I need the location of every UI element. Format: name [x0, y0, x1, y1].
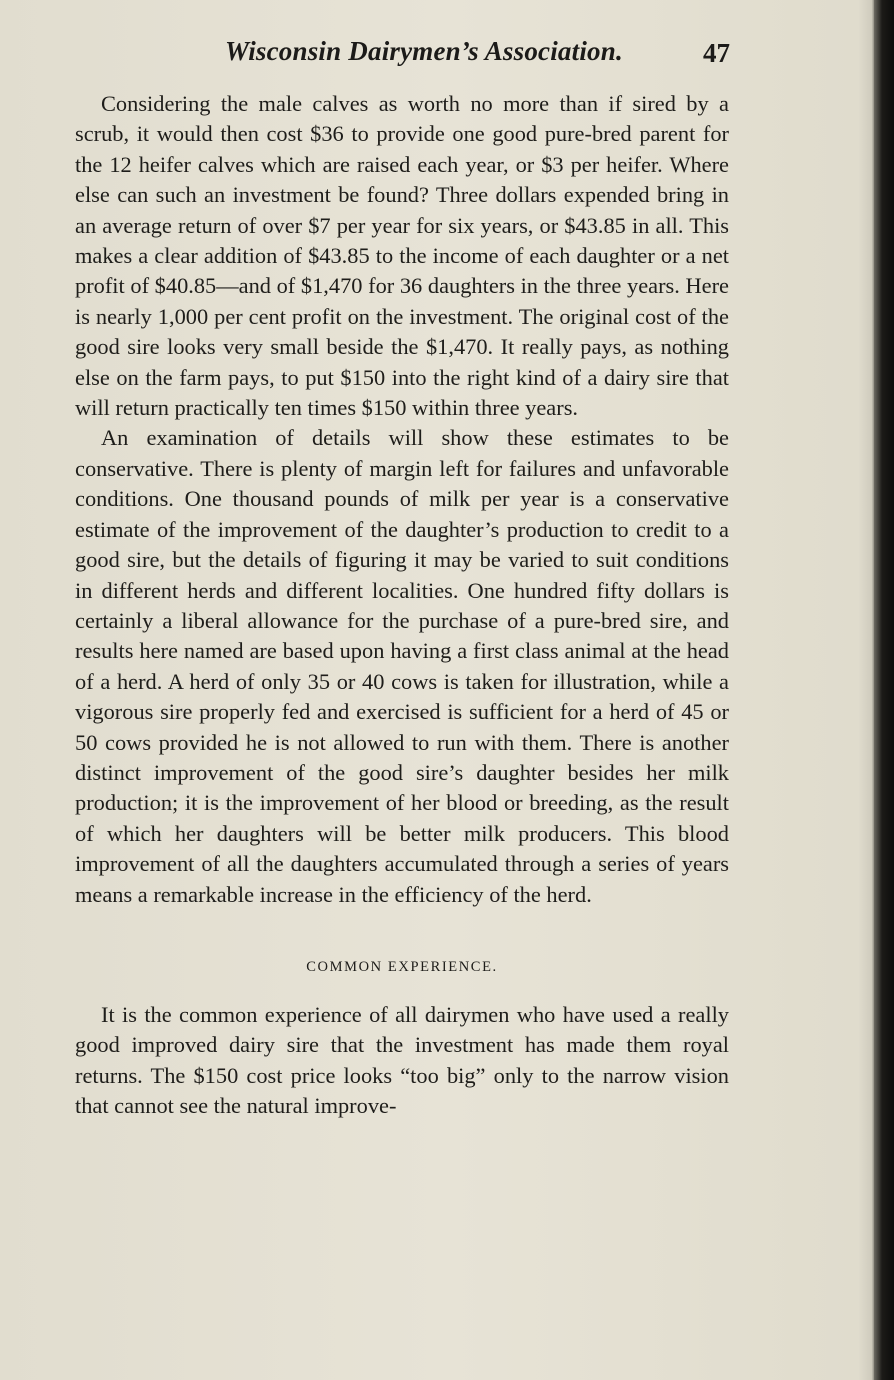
- page-header: [75, 36, 730, 76]
- section-heading: COMMON EXPERIENCE.: [306, 958, 498, 975]
- book-spine-edge: [874, 0, 894, 1380]
- page-body: [75, 89, 729, 1122]
- running-title: Wisconsin Dairymen’s Association.: [225, 36, 623, 66]
- paragraph-common-experience: It is the common experience of all dairymen who have used a really good improved dairy sire that the investment has made them royal returns. The $150 cost price looks “too big” only to the narrow vision that cannot see the natural improve-: [75, 1001, 729, 1119]
- page-number: 47: [703, 38, 730, 68]
- paragraph-sire-cost: Considering the male calves as worth no more than if sired by a scrub, it would then cost $36 to provide one good pure-bred parent for the 12 heifer calves which are raised each year, or $3 per heifer. Where else can such an investment be found? Three dollars expended bring in an average return of over $7 per year for six years, or $43.85 in all. This makes a clear addition of $43.85 to the income of each daughter or a net profit of $40.85—and of $1,470 for 36 daughters in the three years. Here is nearly 1,000 per cent profit on the investment. The original cost of the good sire looks very small beside the $1,470. It really pays, as nothing else on the farm pays, to put $150 into the right kind of a dairy sire that will return practically ten times $150 within three years.: [75, 91, 729, 421]
- paragraph-estimates-conservative: An examination of details will show these estimates to be conservative. There is plenty of margin left for failures and unfavorable conditions. One thousand pounds of milk per year is a conservative estimate of the improvement of the daughter’s production to credit to a good sire, but the details of figuring it may be varied to suit conditions in different herds and different localities. One hundred fifty dollars is certainly a liberal allowance for the purchase of a pure-bred sire, and results here named are based upon having a first class animal at the head of a herd. A herd of only 35 or 40 cows is taken for illustration, while a vigorous sire properly fed and exercised is sufficient for a herd of 45 or 50 cows provided he is not allowed to run with them. There is another distinct improvement of the good sire’s daughter besides her milk production; it is the improvement of her blood or breeding, as the result of which her daughters will be better milk producers. This blood improvement of all the daughters accumulated through a series of years means a remarkable increase in the efficiency of the herd.: [75, 425, 729, 907]
